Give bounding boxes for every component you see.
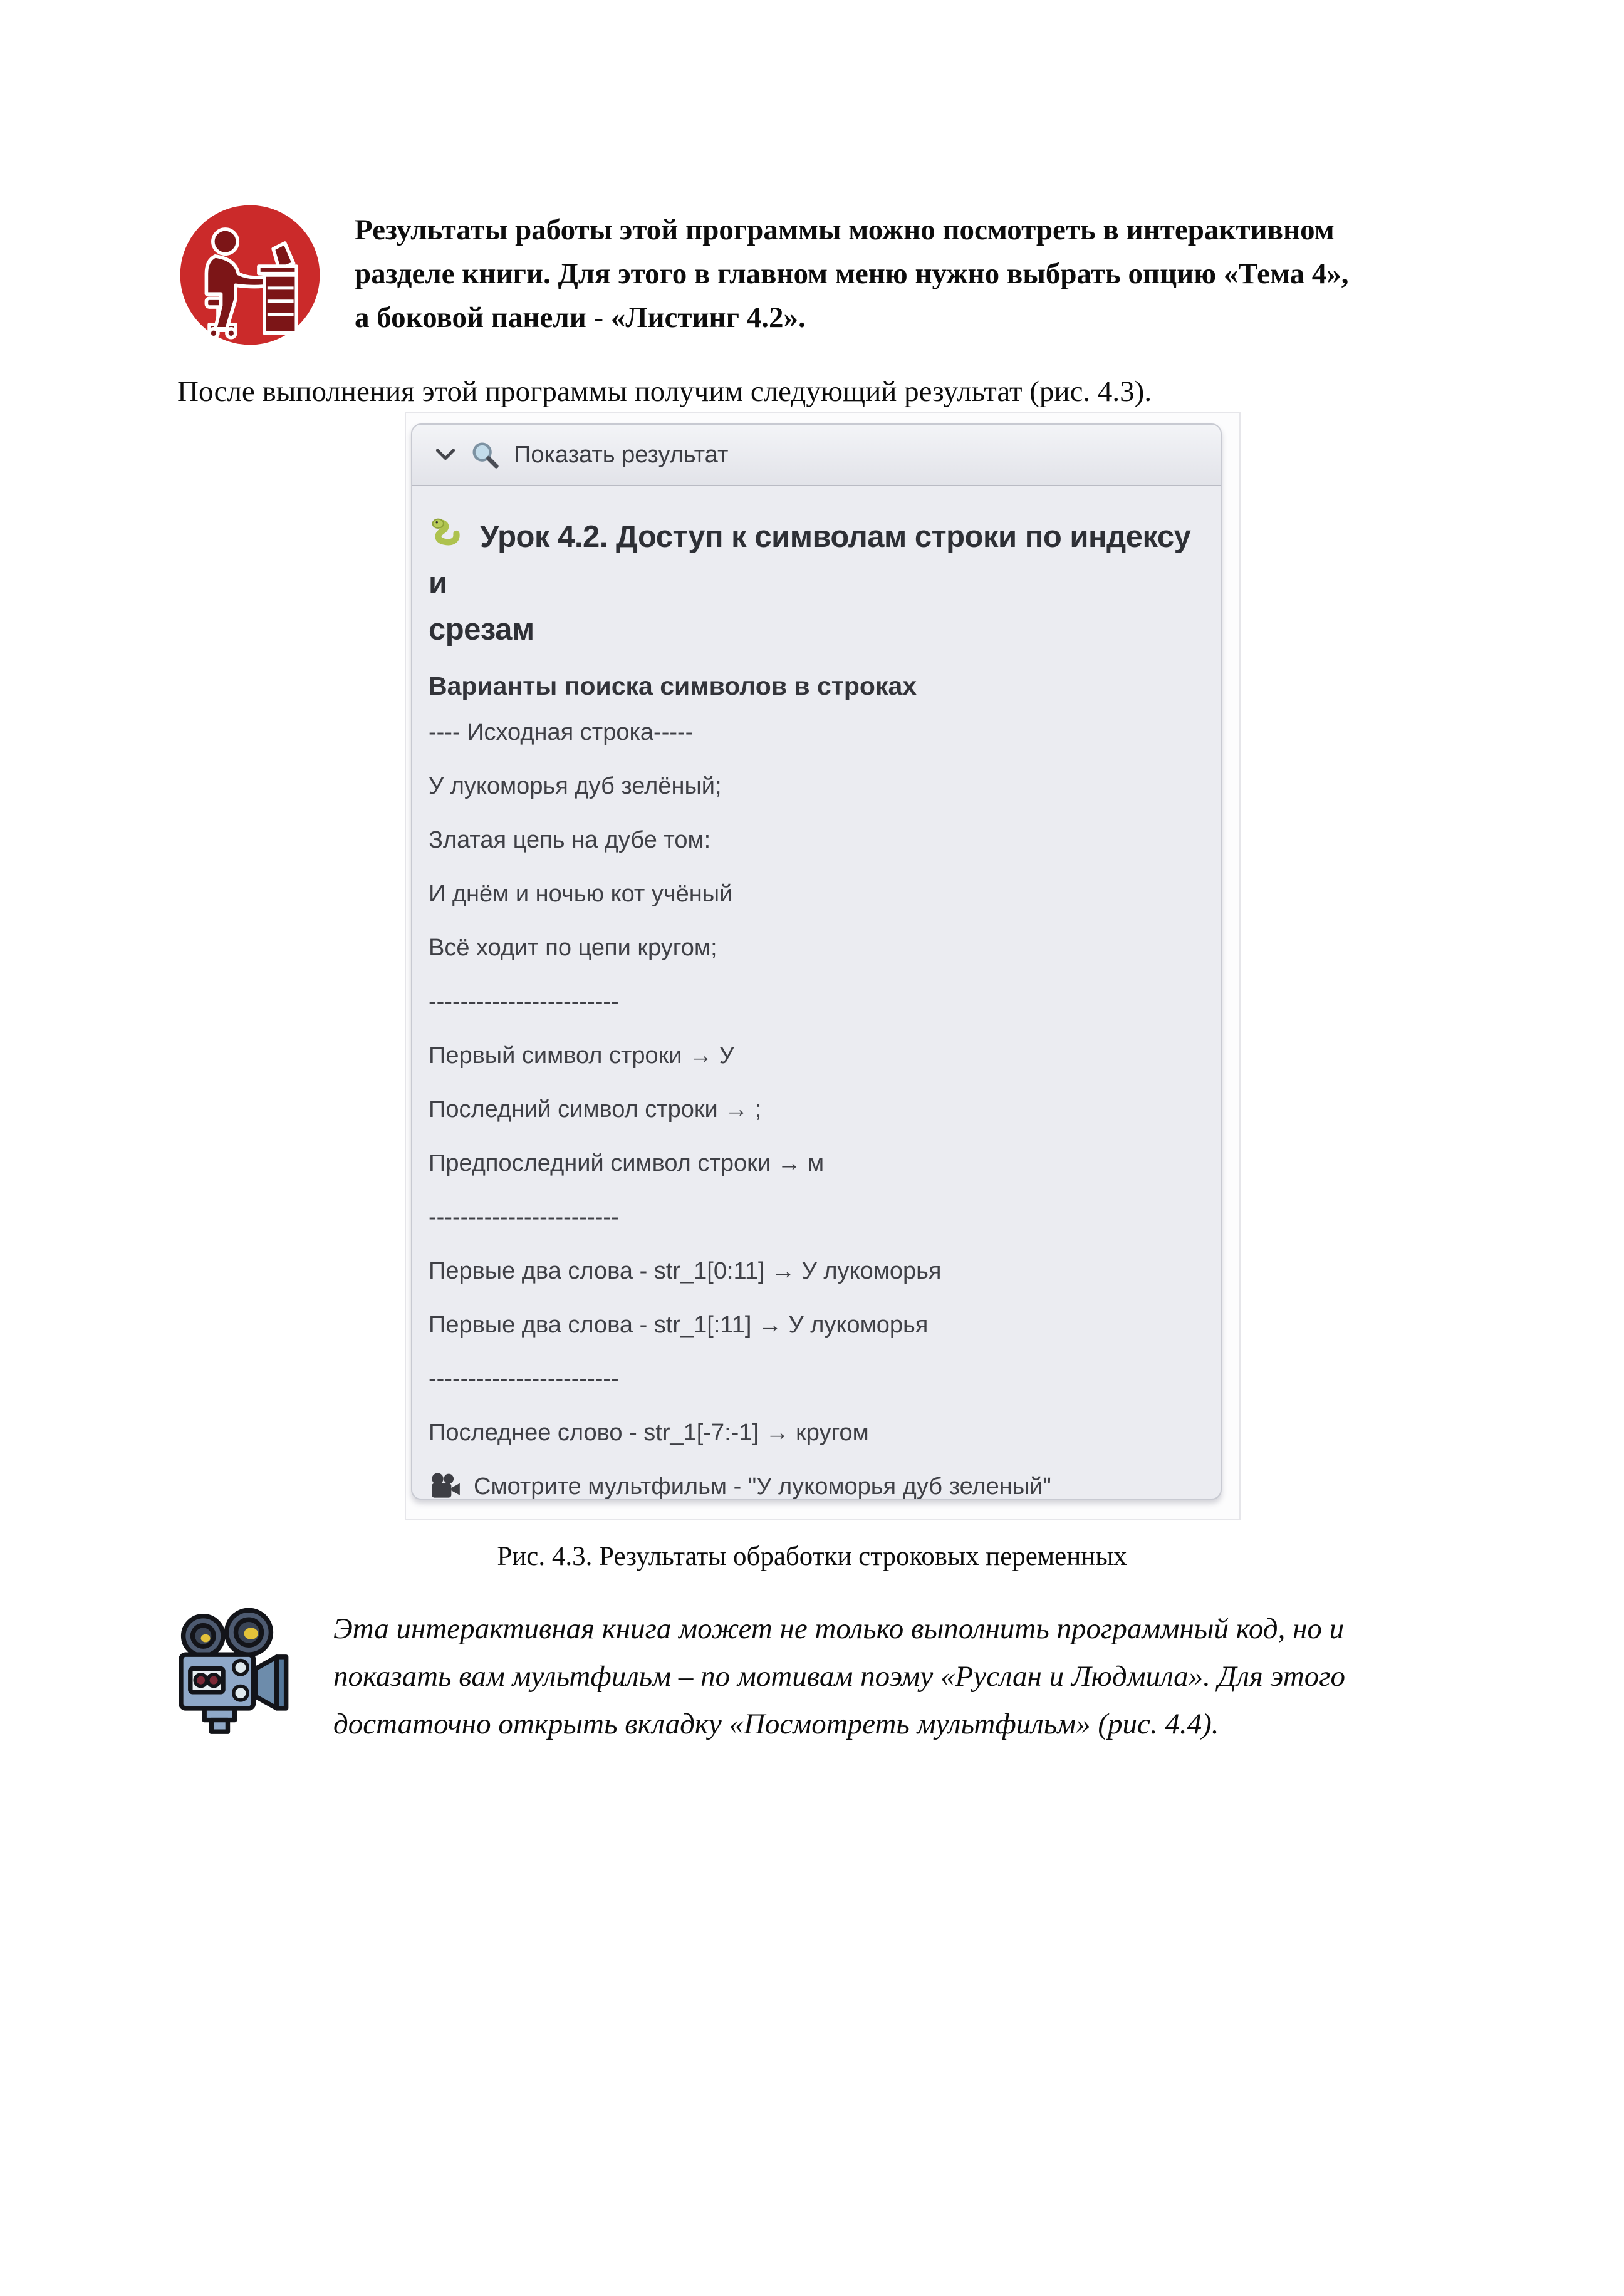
output-separator: ------------------------ bbox=[429, 1365, 619, 1392]
callout-top-line: а боковой панели - «Листинг 4.2». bbox=[355, 301, 806, 334]
output-line-text: Смотрите мультфильм - "У лукоморья дуб зеленый" bbox=[474, 1473, 1051, 1500]
output-line: У лукоморья дуб зелёный; bbox=[429, 772, 722, 799]
figure-caption: Рис. 4.3. Результаты обработки строковых переменных bbox=[497, 1542, 1127, 1571]
movie-camera-icon bbox=[429, 1472, 462, 1500]
lesson-title bbox=[429, 514, 1213, 653]
output-line: Златая цепь на дубе том: bbox=[429, 826, 711, 853]
result-panel bbox=[411, 423, 1222, 1500]
person-at-computer-icon bbox=[177, 202, 323, 348]
callout-top bbox=[355, 208, 1489, 340]
output-line-cartoon bbox=[429, 1460, 1213, 1500]
callout-bottom-line: показать вам мультфильм – по мотивам поэму «Руслан и Людмила». Для этого bbox=[333, 1660, 1346, 1693]
show-result-toggle[interactable] bbox=[412, 425, 1221, 486]
show-result-label: Показать результат bbox=[514, 441, 729, 468]
output-line: Последний символ строки → ; bbox=[429, 1096, 762, 1123]
output-line: Предпоследний символ строки → м bbox=[429, 1150, 825, 1177]
output-line: Последнее слово - str_1[-7:-1] → кругом bbox=[429, 1419, 869, 1446]
output-line: ---- Исходная строка----- bbox=[429, 719, 694, 745]
body-paragraph: После выполнения этой программы получим следующий результат (рис. 4.3). bbox=[177, 375, 1152, 408]
lesson-title-line: срезам bbox=[429, 613, 534, 647]
output-line: Всё ходит по цепи кругом; bbox=[429, 934, 717, 961]
output-separator: ------------------------ bbox=[429, 988, 619, 1015]
output-line: Первые два слова - str_1[0:11] → У лукоморья bbox=[429, 1257, 942, 1284]
callout-bottom-line: достаточно открыть вкладку «Посмотреть мультфильм» (рис. 4.4). bbox=[333, 1708, 1219, 1740]
output-line: Первый символ строки → У bbox=[429, 1042, 734, 1069]
output-separator: ------------------------ bbox=[429, 1203, 619, 1230]
callout-top-line: разделе книги. Для этого в главном меню нужно выбрать опцию «Тема 4», bbox=[355, 257, 1349, 290]
search-icon bbox=[469, 439, 501, 471]
result-panel-body bbox=[412, 486, 1221, 1500]
lesson-title-line: Урок 4.2. Доступ к символам строки по индексу и bbox=[429, 520, 1191, 600]
output-line: Первые два слова - str_1[:11] → У лукоморья bbox=[429, 1311, 929, 1338]
callout-bottom bbox=[333, 1605, 1373, 1748]
movie-camera-icon bbox=[172, 1608, 300, 1739]
section-subtitle: Варианты поиска символов в строках bbox=[429, 672, 917, 700]
output-line: И днём и ночью кот учёный bbox=[429, 880, 733, 907]
program-output bbox=[429, 705, 1213, 1500]
callout-bottom-line: Эта интерактивная книга может не только выполнить программный код, но и bbox=[333, 1613, 1345, 1645]
snake-icon bbox=[429, 516, 470, 552]
callout-top-line: Результаты работы этой программы можно посмотреть в интерактивном bbox=[355, 214, 1335, 246]
figure-screenshot bbox=[405, 412, 1241, 1520]
chevron-down-icon[interactable] bbox=[435, 447, 456, 462]
